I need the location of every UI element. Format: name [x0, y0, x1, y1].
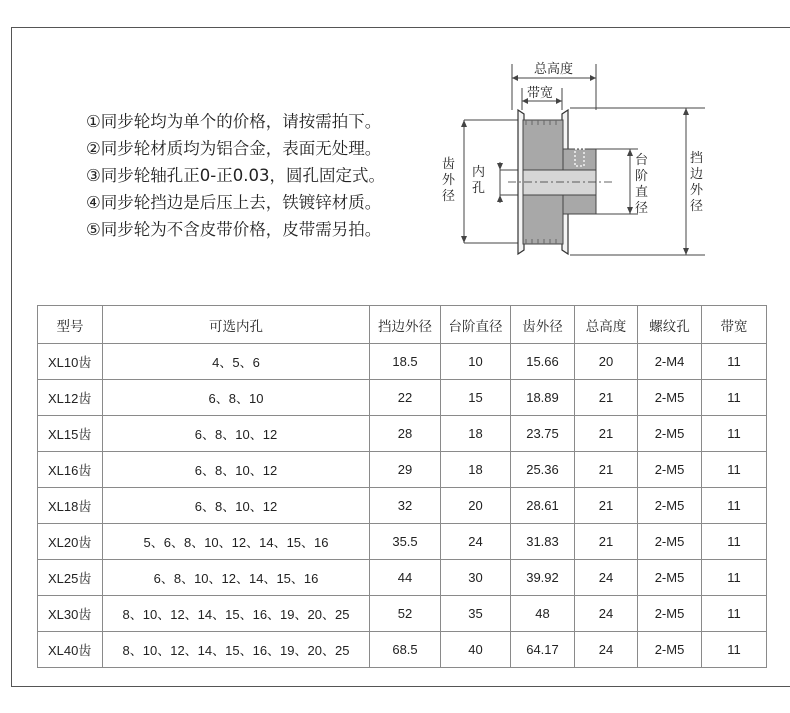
cell-thread-hole: 2-M5	[638, 380, 702, 416]
label-flange-od-4: 径	[690, 199, 704, 214]
cell-total-height: 21	[575, 452, 638, 488]
label-belt-width: 带宽	[527, 86, 554, 101]
note-item: ④同步轮挡边是后压上去，铁镀锌材质。	[86, 193, 382, 212]
cell-tooth-od: 28.61	[511, 488, 575, 524]
note-item: ③同步轮轴孔正0-正0.03，圆孔固定式。	[86, 166, 385, 185]
cell-bore-options: 6、8、10、12	[103, 452, 370, 488]
table-row	[38, 452, 767, 488]
table-row	[38, 632, 767, 668]
cell-total-height: 21	[575, 380, 638, 416]
label-tooth-od-1: 齿	[442, 157, 456, 172]
cell-flange-od: 35.5	[370, 524, 441, 560]
cell-flange-od: 68.5	[370, 632, 441, 668]
cell-model: XL20齿	[38, 524, 103, 560]
cell-step-diameter: 10	[441, 344, 511, 380]
label-flange-od-2: 边	[690, 167, 704, 182]
cell-flange-od: 52	[370, 596, 441, 632]
cell-belt-width: 11	[702, 632, 767, 668]
cell-bore-options: 8、10、12、14、15、16、19、20、25	[103, 632, 370, 668]
table-row	[38, 596, 767, 632]
cell-total-height: 24	[575, 560, 638, 596]
cell-total-height: 24	[575, 632, 638, 668]
label-tooth-od-3: 径	[442, 189, 456, 204]
cell-model: XL15齿	[38, 416, 103, 452]
cell-flange-od: 29	[370, 452, 441, 488]
cell-flange-od: 28	[370, 416, 441, 452]
spec-table	[37, 305, 767, 668]
table-row	[38, 560, 767, 596]
cell-thread-hole: 2-M5	[638, 524, 702, 560]
header-belt-width: 带宽	[702, 306, 767, 344]
cell-belt-width: 11	[702, 344, 767, 380]
cell-thread-hole: 2-M5	[638, 560, 702, 596]
cell-flange-od: 18.5	[370, 344, 441, 380]
label-step-diameter-1: 台	[635, 153, 649, 168]
cell-tooth-od: 31.83	[511, 524, 575, 560]
cell-step-diameter: 18	[441, 416, 511, 452]
table-header-row	[38, 306, 767, 344]
cell-bore-options: 6、8、10	[103, 380, 370, 416]
cell-bore-options: 6、8、10、12	[103, 488, 370, 524]
header-step-diameter: 台阶直径	[441, 306, 511, 344]
table-body	[38, 344, 767, 668]
header-model: 型号	[38, 306, 103, 344]
label-step-diameter-2: 阶	[635, 169, 649, 184]
label-tooth-od-2: 外	[442, 173, 456, 188]
cell-thread-hole: 2-M5	[638, 488, 702, 524]
cell-total-height: 21	[575, 416, 638, 452]
cell-thread-hole: 2-M5	[638, 416, 702, 452]
note-item: ②同步轮材质均为铝合金，表面无处理。	[86, 139, 382, 158]
cell-bore-options: 6、8、10、12	[103, 416, 370, 452]
header-flange-od: 挡边外径	[370, 306, 441, 344]
cell-tooth-od: 64.17	[511, 632, 575, 668]
cell-belt-width: 11	[702, 416, 767, 452]
cell-model: XL12齿	[38, 380, 103, 416]
pulley-diagram	[438, 52, 718, 267]
label-total-height: 总高度	[534, 62, 574, 77]
cell-tooth-od: 23.75	[511, 416, 575, 452]
cell-thread-hole: 2-M5	[638, 632, 702, 668]
cell-model: XL16齿	[38, 452, 103, 488]
header-thread-hole: 螺纹孔	[638, 306, 702, 344]
note-item: ①同步轮均为单个的价格，请按需拍下。	[86, 112, 382, 131]
label-flange-od-3: 外	[690, 183, 704, 198]
cell-tooth-od: 39.92	[511, 560, 575, 596]
cell-belt-width: 11	[702, 380, 767, 416]
note-item: ⑤同步轮为不含皮带价格，皮带需另拍。	[86, 220, 382, 239]
cell-step-diameter: 20	[441, 488, 511, 524]
label-bore-1: 内	[472, 165, 486, 180]
cell-bore-options: 5、6、8、10、12、14、15、16	[103, 524, 370, 560]
table-row	[38, 380, 767, 416]
cell-flange-od: 22	[370, 380, 441, 416]
cell-flange-od: 32	[370, 488, 441, 524]
cell-total-height: 24	[575, 596, 638, 632]
pulley-drawing	[438, 52, 718, 267]
table-row	[38, 524, 767, 560]
cell-thread-hole: 2-M5	[638, 596, 702, 632]
cell-model: XL40齿	[38, 632, 103, 668]
cell-flange-od: 44	[370, 560, 441, 596]
notes-list	[86, 108, 385, 243]
cell-model: XL10齿	[38, 344, 103, 380]
cell-tooth-od: 25.36	[511, 452, 575, 488]
cell-total-height: 21	[575, 524, 638, 560]
cell-step-diameter: 18	[441, 452, 511, 488]
cell-bore-options: 8、10、12、14、15、16、19、20、25	[103, 596, 370, 632]
table-row	[38, 344, 767, 380]
cell-belt-width: 11	[702, 524, 767, 560]
header-bore-options: 可选内孔	[103, 306, 370, 344]
header-tooth-od: 齿外径	[511, 306, 575, 344]
header-total-height: 总高度	[575, 306, 638, 344]
cell-thread-hole: 2-M5	[638, 452, 702, 488]
cell-bore-options: 6、8、10、12、14、15、16	[103, 560, 370, 596]
cell-tooth-od: 15.66	[511, 344, 575, 380]
cell-belt-width: 11	[702, 596, 767, 632]
cell-belt-width: 11	[702, 488, 767, 524]
cell-model: XL18齿	[38, 488, 103, 524]
cell-model: XL25齿	[38, 560, 103, 596]
label-flange-od-1: 挡	[690, 151, 704, 166]
label-bore-2: 孔	[472, 181, 486, 196]
cell-step-diameter: 35	[441, 596, 511, 632]
cell-step-diameter: 30	[441, 560, 511, 596]
label-step-diameter-3: 直	[635, 185, 649, 200]
cell-total-height: 20	[575, 344, 638, 380]
cell-thread-hole: 2-M4	[638, 344, 702, 380]
cell-step-diameter: 15	[441, 380, 511, 416]
cell-tooth-od: 48	[511, 596, 575, 632]
cell-bore-options: 4、5、6	[103, 344, 370, 380]
table-row	[38, 416, 767, 452]
cell-total-height: 21	[575, 488, 638, 524]
table-row	[38, 488, 767, 524]
cell-belt-width: 11	[702, 560, 767, 596]
cell-model: XL30齿	[38, 596, 103, 632]
label-step-diameter-4: 径	[635, 201, 649, 216]
cell-tooth-od: 18.89	[511, 380, 575, 416]
cell-belt-width: 11	[702, 452, 767, 488]
cell-step-diameter: 40	[441, 632, 511, 668]
cell-step-diameter: 24	[441, 524, 511, 560]
